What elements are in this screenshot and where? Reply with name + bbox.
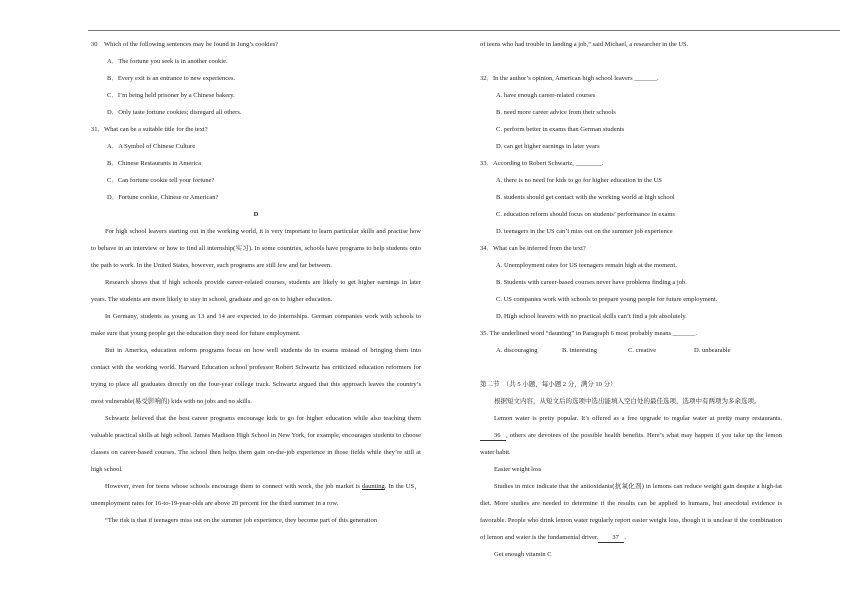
q31-option-c: C．Can fortune cookie tell your fortune?: [107, 177, 215, 184]
passage-paragraph-1: For high school leavers starting out in the working world, it is very important to learn particular skills and practise how to behave in an interview or how to find all internship(实习). In some countries, schools have programs to help students onto the path to work. In the United States, however, such programs are still few and far between.: [91, 228, 421, 269]
left-column: [91, 36, 421, 529]
q31-option-b: B．Chinese Restaurants in America: [107, 160, 202, 167]
q34-option-b: B. Students with career-based courses never have problems finding a job.: [496, 279, 687, 286]
q32-stem: 32．In the author’s opinion, American high school leavers _______.: [480, 75, 659, 82]
passage-paragraph-2: Research shows that if high schools provide career-related courses, students are likely to get higher earnings in later years. The students are more likely to stay in school, graduate and go on to higher education.: [91, 279, 421, 303]
q30-option-d: D．Only taste fortune cookies; disregard all others.: [107, 109, 242, 116]
heading-easier-weight-loss: Easier weight loss: [494, 466, 542, 473]
lemon-p2-text-a: Studies in mice indicate that the antioxidants(抗氧化剂) in lemons can reduce weight gain despite a high-fat diet. More studies are needed to determine if the results can be applied to humans, but anecdotal evidence is favorable. People who drink lemon water regularly report easier weight loss, though it is unclear if the combination of lemon and water is the fundamental driver.: [480, 483, 782, 541]
lemon-p1-text-b: , others are devotees of the possible health benefits. Here’s what may happen if you take up the lemon water habit.: [480, 432, 782, 456]
passage-paragraph-3: In Germany, students as young as 13 and 14 are expected to do internships. German companies work with schools to make sure that young people get the education they need for future employment.: [91, 313, 421, 337]
q34-option-a: A. Unemployment rates for US teenagers remain high at the moment.: [496, 262, 677, 269]
q32-option-b: B. need more career advice from their schools: [496, 109, 616, 116]
q35-option-a: A. discouraging: [496, 347, 538, 354]
paragraph-6-text-b: . In the US，unemployment rates for 16-to-19-year-olds are above 20 percent for the third summer in a row.: [91, 483, 422, 507]
q35-option-d: D. unbearable: [694, 347, 731, 354]
q32-option-d: D. can get higher earnings in later years: [496, 143, 600, 150]
underlined-word-daunting: daunting: [362, 483, 385, 490]
section-heading: D: [253, 211, 259, 218]
q31-stem: 31．What can be a suitable title for the text?: [91, 126, 208, 133]
lemon-paragraph-2: [480, 478, 782, 546]
q34-option-d: D. High school leavers with no practical skills can’t find a job absolutely.: [496, 313, 687, 320]
q31-option-d: D．Fortune cookie, Chinese or American?: [107, 194, 219, 201]
passage-paragraph-4: But in America, education reform programs focus on how well students do in exams instead of bringing them into contact with the working world. Harvard Education school professor Robert Schwartz has criticized education reformers for trying to place all graduates directly on the four-year college track. Schwartz argued that this approach leaves the country’s most vulnerable(易受影响的) kids with no jobs and no skills.: [91, 347, 421, 405]
q31-option-a: A．A Symbol of Chinese Culture: [107, 143, 196, 150]
right-column: [480, 36, 782, 563]
part2-heading: 第二节 （共 5 小题，每小题 2 分，满分 10 分）: [480, 381, 617, 388]
q30-stem: 30 Which of the following sentences may be found in Jung’s cookies?: [91, 41, 279, 48]
blank-37: 37: [598, 534, 624, 543]
q30-option-a: A．The fortune you seek is in another cookie.: [107, 58, 228, 65]
passage-paragraph-6: [91, 478, 421, 512]
q33-stem: 33．According to Robert Schwartz, ________.: [480, 160, 604, 167]
passage-paragraph-7: “The risk is that if teenagers miss out on the summer job experience, they become part of this generation: [105, 517, 378, 524]
q34-option-c: C. US companies work with schools to prepare young people for future employment.: [496, 296, 718, 303]
q33-option-c: C. education reform should focus on students’ performance in exams: [496, 211, 675, 218]
top-rule: [88, 30, 840, 31]
lemon-p2-text-b: .: [624, 534, 627, 541]
blank-36: 36: [480, 432, 506, 441]
paragraph-6-text-a: However, even for teens whose schools encourage them to connect with work, the job market is: [105, 483, 362, 490]
lemon-p1-text-a: Lemon water is pretty popular. It’s offered as a free upgrade to regular water at pretty many restaurants.: [494, 415, 782, 422]
q34-stem: 34．What can be inferred from the text?: [480, 245, 586, 252]
q33-option-a: A. there is no need for kids to go for higher education in the US: [496, 177, 662, 184]
paragraph-7-continued: of teens who had trouble in landing a job,” said Michael, a researcher in the US.: [480, 41, 689, 48]
q30-option-c: C．I’m being held prisoner by a Chinese bakery.: [107, 92, 235, 99]
lemon-paragraph-1: [480, 410, 782, 461]
q35-option-b: B. interesting: [562, 347, 598, 354]
passage-paragraph-5: Schwartz believed that the best career programs encourage kids to go for higher education while also teaching them valuable practical skills at high school. James Madison High School in New York, for example, encourages students to choose classes on career-based courses. The school then helps them gain on-the-job experience in those fields while they’re still at high school.: [91, 415, 421, 473]
q35-options: [480, 342, 782, 359]
q33-option-d: D. teenagers in the US can’t miss out on the summer job experience: [496, 228, 673, 235]
q32-option-c: C. perform better in exams than German students: [496, 126, 625, 133]
heading-vitamin-c: Get enough vitamin C: [494, 551, 552, 558]
part2-instructions: 根据短文内容，从短文后的选项中选出能填入空白处的最佳选项，选项中有两项为多余选项。: [494, 398, 761, 405]
q35-stem: 35. The underlined word “daunting” in Paragraph 6 most probably means _______.: [480, 330, 698, 337]
q30-option-b: B．Every exit is an entrance to new experiences.: [107, 75, 236, 82]
q32-option-a: A. have enough career-related courses: [496, 92, 596, 99]
q33-option-b: B. students should get contact with the working world at high school: [496, 194, 675, 201]
q35-option-c: C. creative: [628, 347, 657, 354]
